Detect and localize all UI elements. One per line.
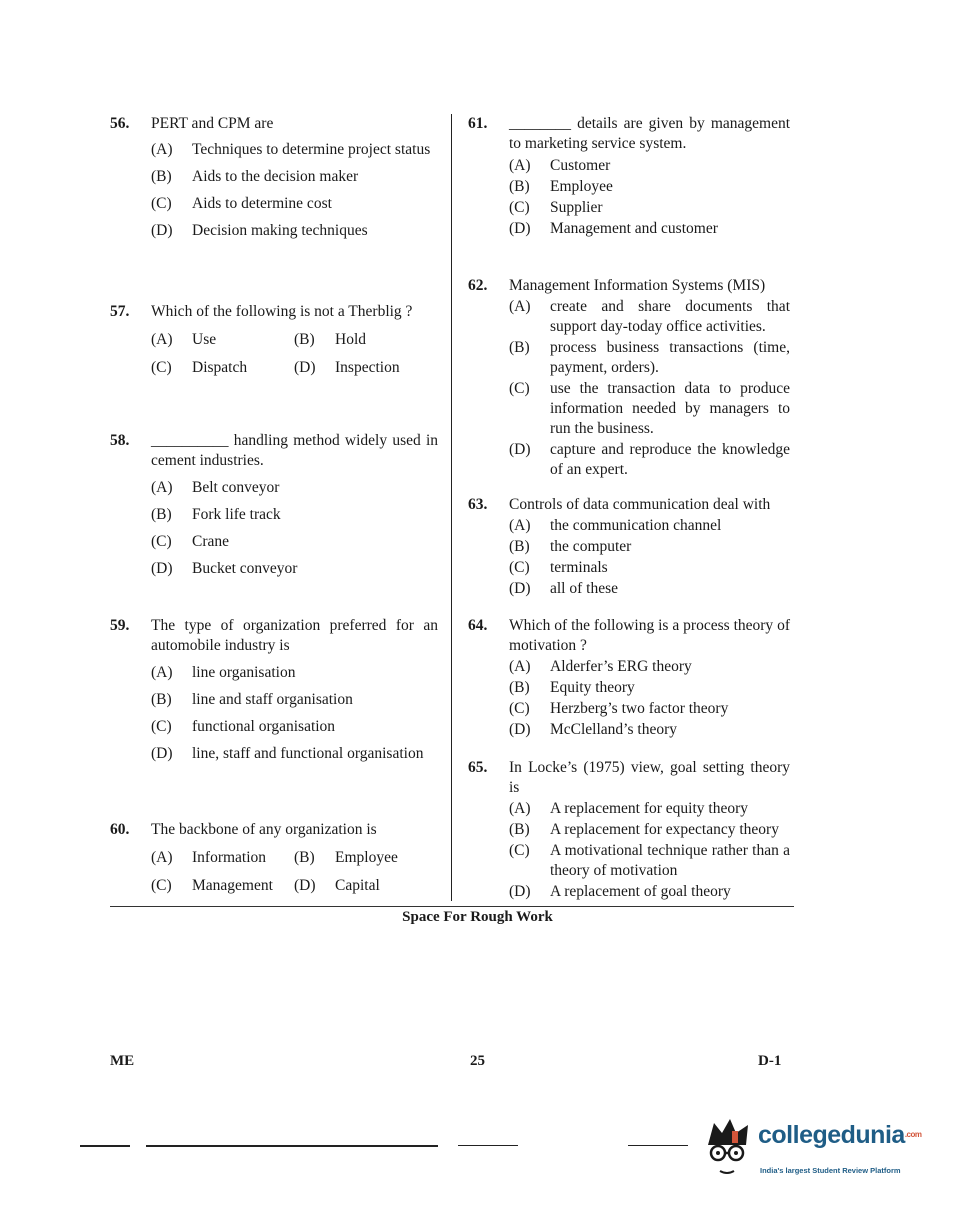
option-text: line, staff and functional organisation [192, 745, 424, 762]
option-text: Employee [550, 178, 613, 195]
answer-blank: __________ [151, 432, 229, 449]
question-number: 63. [468, 496, 488, 513]
question-65 [468, 758, 790, 902]
option [151, 194, 438, 214]
question-text: PERT and CPM are [151, 115, 274, 132]
option-label: (A) [509, 517, 531, 534]
question-63 [468, 495, 790, 599]
option-text: McClelland’s theory [550, 721, 677, 738]
option-label: (C) [151, 877, 172, 894]
question-number: 61. [468, 115, 488, 132]
option-label: (A) [509, 800, 531, 817]
question-text: Which of the following is not a Therblig ? [151, 303, 413, 320]
question-number: 56. [110, 115, 130, 132]
option-text: Decision making techniques [192, 222, 368, 239]
option [294, 848, 437, 868]
option [509, 799, 790, 819]
option-label: (B) [509, 339, 530, 356]
option-text: Dispatch [192, 359, 248, 376]
option-text: A replacement of goal theory [550, 883, 731, 900]
option [509, 841, 790, 881]
option-label: (B) [509, 538, 530, 555]
question-58 [110, 431, 438, 579]
option-text: Belt conveyor [192, 479, 280, 496]
option-label: (C) [151, 359, 172, 376]
option-label: (D) [294, 359, 316, 376]
option [294, 330, 437, 350]
option [509, 338, 790, 378]
option-text: the computer [550, 538, 632, 555]
option [509, 699, 790, 719]
option-label: (C) [509, 380, 530, 397]
option-label: (B) [294, 331, 315, 348]
option-text: Aids to the decision maker [192, 168, 359, 185]
option-label: (B) [294, 849, 315, 866]
option-text: Techniques to determine project status [192, 141, 431, 158]
option-text: Equity theory [550, 679, 635, 696]
option-label: (D) [151, 560, 173, 577]
option [151, 876, 294, 896]
option-text: Management [192, 877, 273, 894]
question-number: 59. [110, 617, 130, 634]
brand-tagline: India's largest Student Review Platform [760, 1166, 901, 1175]
option [151, 221, 438, 241]
option [509, 177, 790, 197]
option-label: (D) [509, 721, 531, 738]
question-60 [110, 820, 438, 896]
option-label: (D) [509, 883, 531, 900]
option [509, 882, 790, 902]
option-text: Information [192, 849, 267, 866]
option-label: (C) [509, 700, 530, 717]
option-label: (B) [151, 506, 172, 523]
option-text: A replacement for expectancy theory [550, 821, 779, 838]
option-row [151, 848, 438, 868]
footer-line [146, 1145, 438, 1147]
option [509, 579, 790, 599]
option-label: (B) [509, 679, 530, 696]
option-text: create and share documents that support day-today office activities. [550, 298, 790, 335]
option-text: Herzberg’s two factor theory [550, 700, 729, 717]
question-text: ________ details are given by management to marketing service system. [509, 115, 791, 152]
option-text: capture and reproduce the knowledge of an expert. [550, 441, 790, 478]
option-text: use the transaction data to produce information needed by managers to run the business. [550, 380, 790, 437]
question-61 [468, 114, 790, 239]
footer-subject: ME [110, 1053, 135, 1069]
option [294, 876, 437, 896]
question-text: The backbone of any organization is [151, 821, 377, 838]
option-label: (B) [151, 691, 172, 708]
option-label: (B) [151, 168, 172, 185]
option-text: Employee [335, 849, 398, 866]
option [509, 516, 790, 536]
footer-line [628, 1145, 688, 1146]
option-label: (A) [151, 849, 173, 866]
question-text: Controls of data communication deal with [509, 496, 771, 513]
option-label: (D) [509, 220, 531, 237]
option-label: (A) [151, 479, 173, 496]
question-62 [468, 276, 790, 480]
question-text: Which of the following is a process theory of motivation ? [509, 617, 790, 654]
question-number: 64. [468, 617, 488, 634]
brand-name: collegedunia$^{.com}$ [758, 1121, 922, 1149]
column-divider [451, 114, 452, 901]
option-text: Customer [550, 157, 611, 174]
option [509, 219, 790, 239]
question-57 [110, 302, 438, 378]
option-label: (D) [509, 580, 531, 597]
option [151, 690, 438, 710]
option [151, 744, 438, 764]
option [151, 358, 294, 378]
option-text: Supplier [550, 199, 603, 216]
footer-line [458, 1145, 518, 1146]
option-text: terminals [550, 559, 608, 576]
option [294, 358, 437, 378]
answer-blank: ________ [509, 115, 571, 132]
option [509, 720, 790, 740]
option [509, 558, 790, 578]
question-59 [110, 616, 438, 764]
option [509, 198, 790, 218]
page-number: 25 [470, 1053, 485, 1069]
question-64 [468, 616, 790, 740]
option [151, 140, 438, 160]
option-label: (A) [151, 664, 173, 681]
question-number: 57. [110, 303, 130, 320]
question-number: 60. [110, 821, 130, 838]
option [151, 848, 294, 868]
option-label: (C) [509, 199, 530, 216]
option-text: functional organisation [192, 718, 336, 735]
option-text: Aids to determine cost [192, 195, 332, 212]
option-text: Crane [192, 533, 230, 550]
question-number: 62. [468, 277, 488, 294]
option [509, 156, 790, 176]
question-text: __________ handling method widely used in cement industries. [151, 432, 439, 469]
option-label: (A) [151, 331, 173, 348]
option-text: all of these [550, 580, 619, 597]
option [151, 478, 438, 498]
option-row [151, 330, 438, 350]
option-text: Hold [335, 331, 366, 348]
mascot-icon [700, 1117, 758, 1187]
question-text: Management Information Systems (MIS) [509, 277, 766, 294]
option-label: (C) [151, 533, 172, 550]
option-label: (B) [509, 821, 530, 838]
option-label: (D) [294, 877, 316, 894]
option-text: Alderfer’s ERG theory [550, 658, 692, 675]
option-text: line organisation [192, 664, 296, 681]
option [151, 559, 438, 579]
option [509, 678, 790, 698]
option-label: (D) [151, 745, 173, 762]
rough-work-heading: Space For Rough Work [402, 909, 553, 925]
option [509, 820, 790, 840]
option-label: (A) [509, 658, 531, 675]
option-label: (C) [151, 195, 172, 212]
option-row [151, 876, 438, 896]
option-label: (C) [509, 842, 530, 859]
option [509, 297, 790, 337]
option [151, 663, 438, 683]
option-label: (C) [151, 718, 172, 735]
option-label: (B) [509, 178, 530, 195]
option-text: the communication channel [550, 517, 722, 534]
option [151, 330, 294, 350]
option-row [151, 358, 438, 378]
option-text: Use [192, 331, 217, 348]
brand-suffix: .com [904, 1130, 922, 1139]
option-text: A replacement for equity theory [550, 800, 748, 817]
option [509, 657, 790, 677]
option-label: (A) [509, 298, 531, 315]
option-text: Bucket conveyor [192, 560, 298, 577]
option-label: (A) [509, 157, 531, 174]
collegedunia-logo[interactable] [700, 1117, 920, 1187]
option [151, 167, 438, 187]
option-label: (D) [509, 441, 531, 458]
option [509, 379, 790, 439]
option [509, 537, 790, 557]
option [509, 440, 790, 480]
option [151, 505, 438, 525]
question-text: The type of organization preferred for an automobile industry is [151, 617, 438, 654]
option-label: (D) [151, 222, 173, 239]
option [151, 532, 438, 552]
option-label: (A) [151, 141, 173, 158]
option-label: (C) [509, 559, 530, 576]
question-text: In Locke’s (1975) view, goal setting theory is [509, 759, 790, 796]
option-text: process business transactions (time, payment, orders). [550, 339, 790, 376]
option-text: A motivational technique rather than a theory of motivation [550, 842, 790, 879]
footer-series: D-1 [758, 1053, 782, 1069]
option-text: line and staff organisation [192, 691, 353, 708]
question-56 [110, 114, 438, 241]
question-number: 58. [110, 432, 130, 449]
question-number: 65. [468, 759, 488, 776]
footer-line [80, 1145, 130, 1147]
option-text: Fork life track [192, 506, 281, 523]
option-text: Capital [335, 877, 380, 894]
option [151, 717, 438, 737]
option-text: Inspection [335, 359, 400, 376]
option-text: Management and customer [550, 220, 718, 237]
